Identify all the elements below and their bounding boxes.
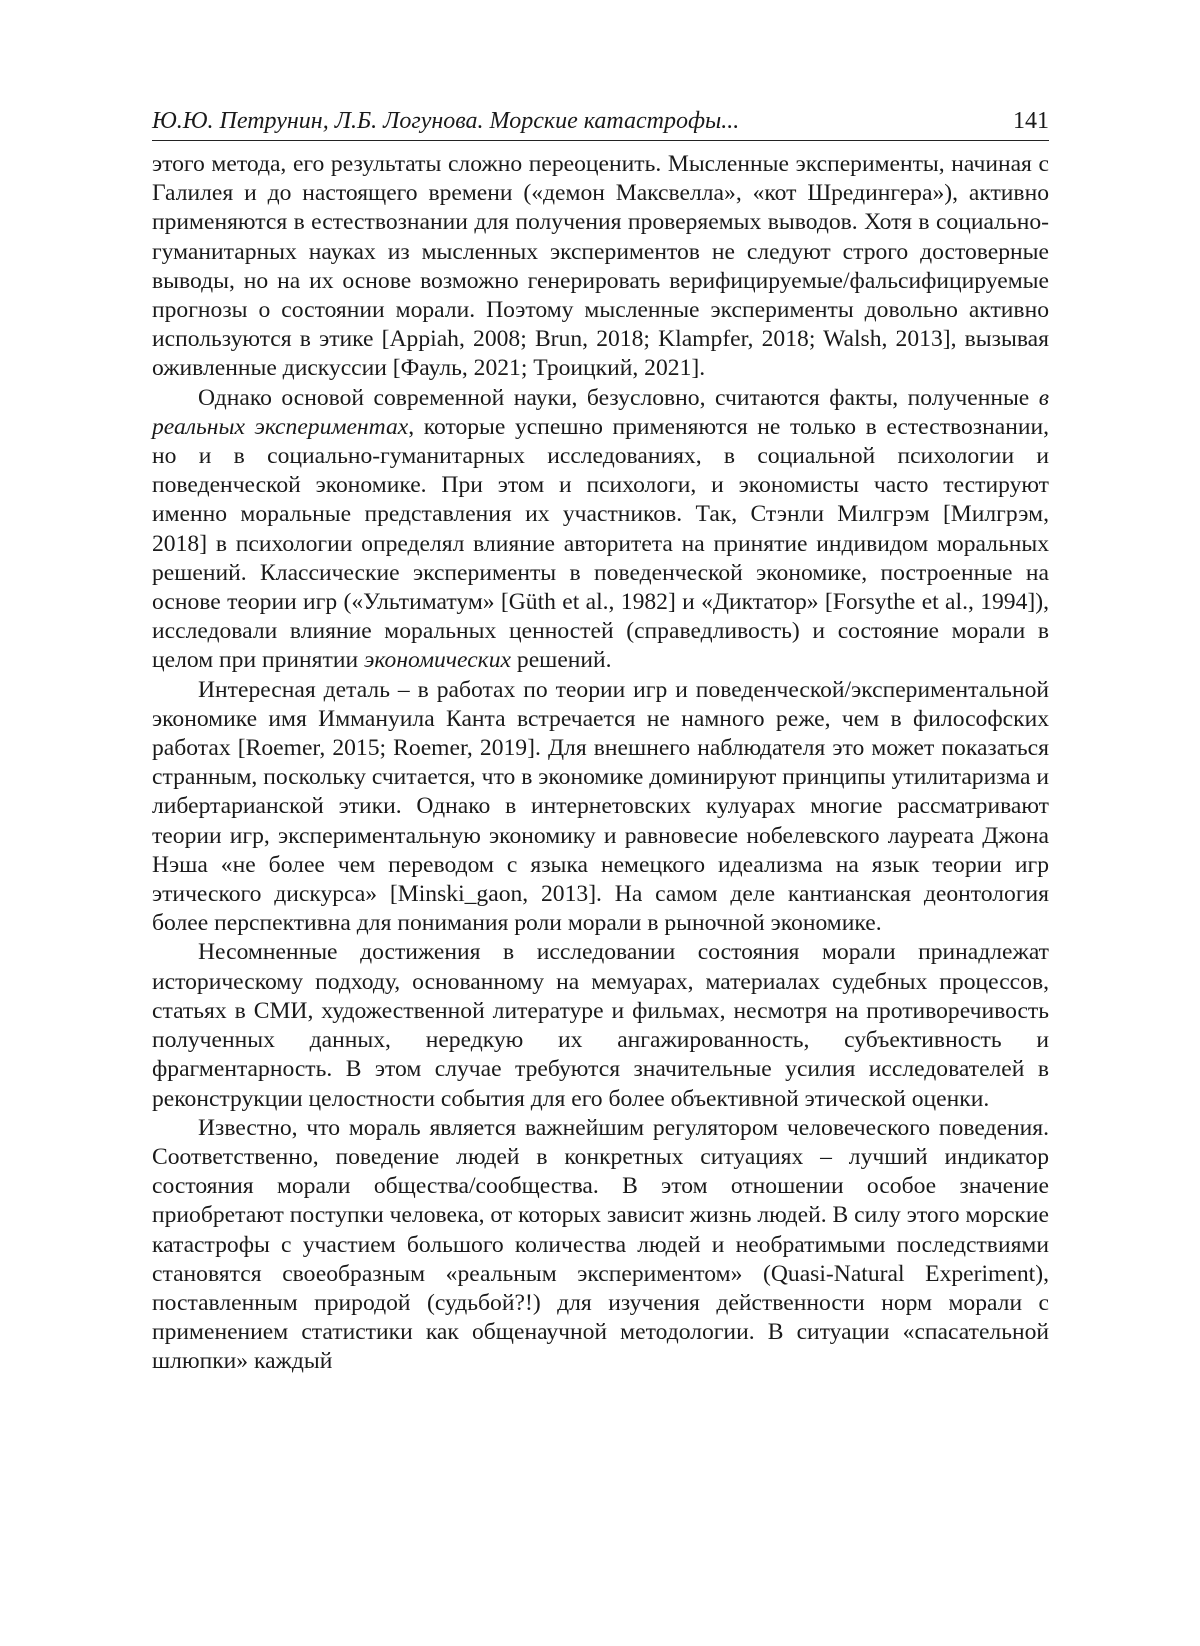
paragraph-2 (152, 384, 1049, 676)
paragraph-3 (152, 676, 1049, 939)
running-header (152, 104, 1049, 141)
body-text (152, 150, 1049, 1377)
text-run: Несомненные достижения в исследовании состояния морали принадлежат историческому подходу, основанному на мемуарах, материалах судебных процессов, статьях в СМИ, художественной литературе и фильмах, несмотря на противоречивость полученных данных, нередкую их ангажированность, субъективность и фрагментарность. В этом случае требуются значительные усилия исследователей в реконструкции целостности события для его более объективной этической оценки. (152, 939, 1049, 1112)
page-number: 141 (1013, 108, 1049, 134)
text-run: Интересная деталь – в работах по теории игр и поведенческой/экспериментальной экономике имя Иммануила Канта встречается не намного реже, чем в философских работах [Roemer, 2015; Roemer, 2019]. Для внешнего наблюдателя это может показаться странным, поскольку считается, что в экономике доминируют принципы утилитаризма и либертарианской этики. Однако в интернетовских кулуарах многие рассматривают теории игр, экспериментальную экономику и равновесие нобелевского лауреата Джона Нэша «не более чем переводом с языка немецкого идеализма на язык теории игр этического дискурса» [Minski_gaon, 2013]. На самом деле кантианская деонтология более перспективна для понимания роли морали в рыночной экономике. (152, 676, 1049, 937)
paragraph-1 (152, 150, 1049, 384)
paragraph-4 (152, 938, 1049, 1113)
text-run: этого метода, его результаты сложно переоценить. Мысленные эксперименты, начиная с Галилея и до настоящего времени («демон Максвелла», «кот Шредингера»), активно применяются в естествознании для получения проверяемых выводов. Хотя в социально-гуманитарных науках из мысленных экспериментов не следуют строго достоверные выводы, но на их основе возможно генерировать верифицируемые/фальсифицируемые прогнозы о состоянии морали. Поэтому мысленные эксперименты довольно активно используются в этике [Appiah, 2008; Brun, 2018; Klampfer, 2018; Walsh, 2013], вызывая оживленные дискуссии [Фауль, 2021; Троицкий, 2021]. (152, 151, 1049, 382)
text-run: Известно, что мораль является важнейшим регулятором человеческого поведения. Соответственно, поведение людей в конкретных ситуациях – лучший индикатор состояния морали общества/сообщества. В этом отношении особое значение приобретают поступки человека, от которых зависит жизнь людей. В силу этого морские катастрофы с участием большого количества людей и необратимыми последствиями становятся своеобразным «реальным экспериментом» (Quasi-Natural Experiment), поставленным природой (судьбой?!) для изучения действенности норм морали с применением статистики как общенаучной методологии. В ситуации «спасательной шлюпки» каждый (152, 1114, 1049, 1375)
text-run: , которые успешно применяются не только в естествознании, но и в социально-гуманитарных исследованиях, в социальной психологии и поведенческой экономике. При этом и психологи, и экономисты часто тестируют именно моральные представления их участников. Так, Стэнли Милгрэм [Милгрэм, 2018] в психологии определял влияние авторитета на принятие индивидом моральных решений. Классические эксперименты в поведенческой экономике, построенные на основе теории игр («Ультиматум» [Güth et al., 1982] и «Диктатор» [Forsythe et al., 1994]), исследовали влияние моральных ценностей (справедливость) и состояние морали в целом при принятии (152, 413, 1049, 674)
text-run: решений. (511, 647, 612, 674)
text-run: Однако основой современной науки, безусловно, считаются факты, полученные (198, 384, 1039, 411)
italic-run: экономических (364, 647, 511, 674)
italic-run: в реальных экспериментах (152, 384, 1049, 440)
running-title: Ю.Ю. Петрунин, Л.Б. Логунова. Морские катастрофы... (152, 108, 740, 134)
paragraph-5 (152, 1114, 1049, 1377)
